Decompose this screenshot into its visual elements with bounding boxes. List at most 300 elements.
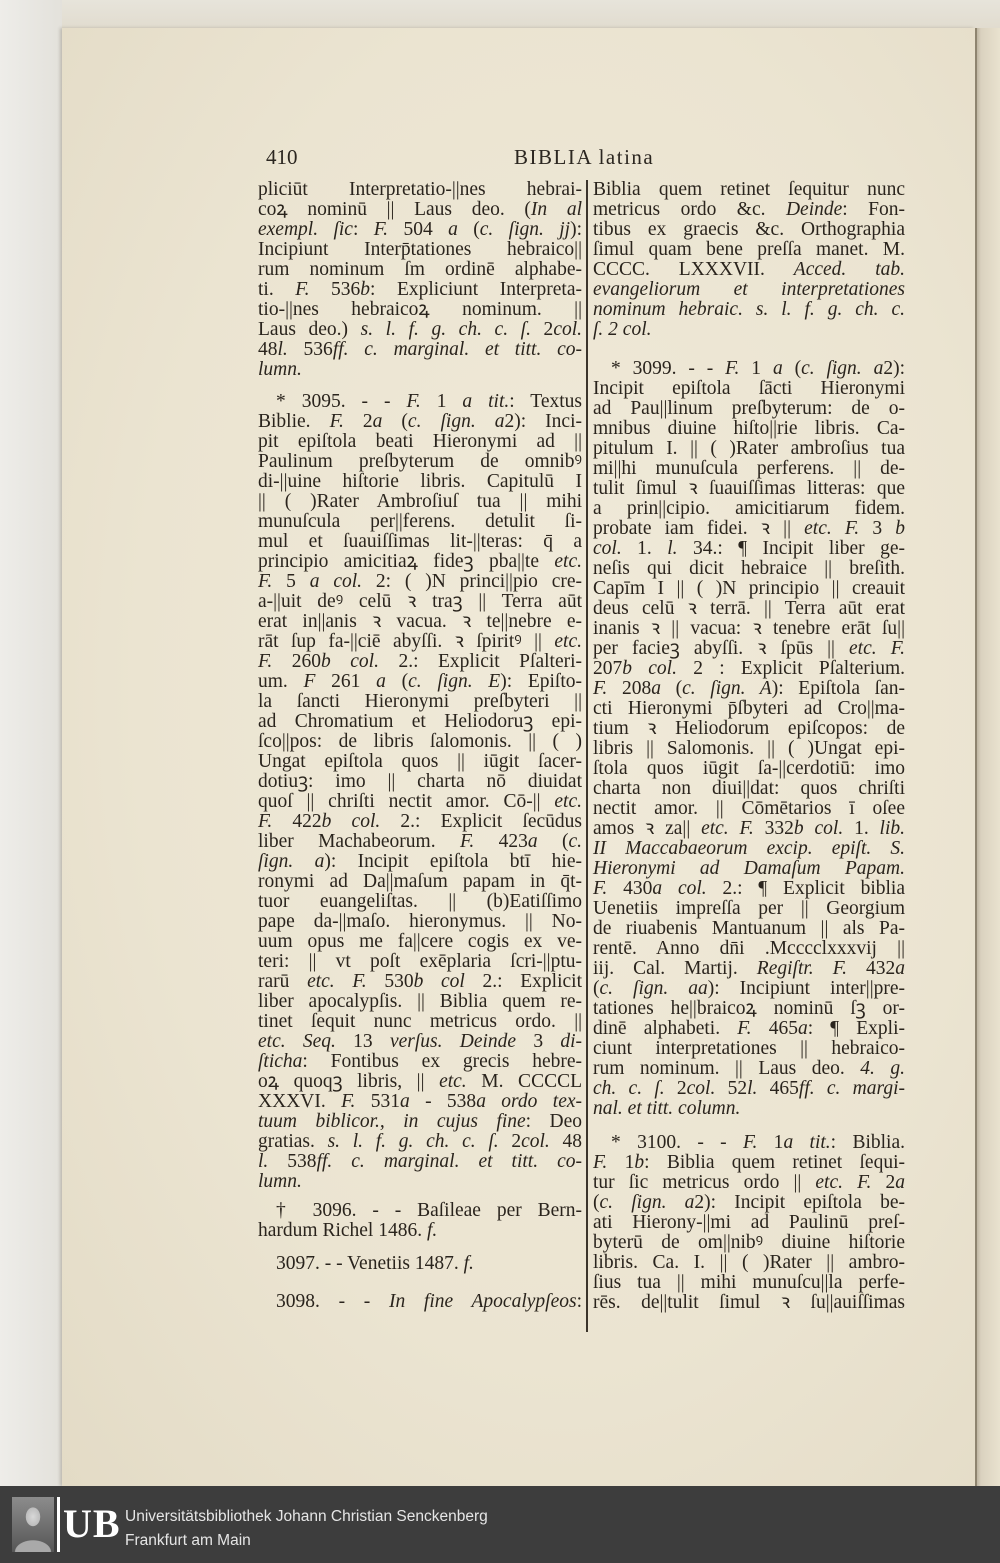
roman-text: 2: ( )N princi||pio cre- (362, 571, 583, 592)
text-line (593, 320, 905, 340)
roman-text: pape da-||maſo. hieronymus. || No- (258, 911, 582, 932)
roman-text: 1 (420, 391, 463, 412)
text-line (593, 419, 905, 439)
text-line (258, 1012, 582, 1032)
text-line (593, 459, 905, 479)
roman-text: hardum Richel 1486. (258, 1220, 427, 1241)
roman-text: * 3099. - - (611, 358, 726, 379)
italic-text: Deinde (785, 199, 843, 220)
text-line (258, 572, 582, 592)
roman-text: 261 (315, 671, 377, 692)
italic-text: a (399, 1091, 410, 1112)
roman-text: ad Chromatium et Heliodoruꝫ epi- (258, 711, 582, 732)
italic-text: b col. (622, 658, 677, 679)
roman-text: gratias. (258, 1131, 328, 1152)
roman-text: liber apocalypſis. || Biblia quem re- (258, 991, 582, 1012)
left-column (258, 0, 582, 1340)
text-line (258, 692, 582, 712)
text-line (593, 759, 905, 779)
roman-text: 1. (621, 538, 668, 559)
italic-text: l. (747, 1078, 758, 1099)
text-line (258, 280, 582, 300)
right-column (593, 0, 905, 1340)
roman-text: deus celū ꝛ terrā. || Terra aūt erat (593, 598, 905, 619)
roman-text: ſtola quos iūgit ſa-||cerdotiū: imo (593, 758, 905, 779)
text-line (258, 912, 582, 932)
text-line (593, 619, 905, 639)
italic-text: c. ſign. aa (599, 978, 708, 999)
roman-text: : Biblia quem retinet ſequi- (644, 1152, 906, 1173)
roman-text: munuſcula per||ferens. detulit ſi- (258, 511, 582, 532)
text-line (593, 479, 905, 499)
text-line (258, 632, 582, 652)
text-line (593, 679, 905, 699)
roman-text: cti Hieronymi p̄ſbyteri ad Cro||ma- (593, 698, 905, 719)
text-line (593, 1099, 905, 1119)
italic-text: Acced. tab. (793, 259, 905, 280)
roman-text: ſco||pos: de libris ſalomonis. || ( ) (258, 731, 582, 752)
roman-text: 2 : Explicit Pſalterium. (676, 658, 905, 679)
italic-text: etc. (554, 631, 582, 652)
text-line (593, 379, 905, 399)
logo-text: UB (63, 1501, 121, 1546)
italic-text: a (376, 671, 386, 692)
italic-text: a (527, 831, 538, 852)
italic-text: lumn. (258, 1171, 302, 1192)
italic-text: etc. Seq. (258, 1031, 336, 1052)
roman-text: || ( )Rater Ambroſiuſ tua || mihi (258, 491, 582, 512)
italic-text: exempl. ſic (258, 219, 353, 240)
text-line (258, 1152, 582, 1172)
roman-text: liber Machabeorum. (258, 831, 460, 852)
italic-text: verſus. Deinde (389, 1031, 517, 1052)
text-line (258, 220, 582, 240)
text-line (258, 792, 582, 812)
italic-text: F. (329, 411, 344, 432)
text-line (593, 699, 905, 719)
roman-text: 1. (843, 818, 880, 839)
roman-text: 2): (883, 358, 905, 379)
roman-text: XXXVI. (258, 1091, 342, 1112)
text-line (258, 892, 582, 912)
roman-text: 2 (530, 319, 554, 340)
italic-text: col. (521, 1131, 550, 1152)
italic-text: a (772, 358, 783, 379)
text-line (593, 839, 905, 859)
text-line (593, 639, 905, 659)
text-line (258, 772, 582, 792)
text-line (593, 939, 905, 959)
roman-text: per facieꝫ abyſſi. ꝛ ſpūs || (593, 638, 850, 659)
roman-text: ): Epiſtola ſan- (771, 678, 905, 699)
text-line (258, 932, 582, 952)
italic-text: etc. F. (849, 638, 905, 659)
italic-text: a (895, 958, 906, 979)
italic-text: b col. (321, 811, 381, 832)
roman-text: Laus deo.) (258, 319, 361, 340)
entry-3098-continuation (593, 180, 905, 340)
roman-text: tium ꝛ Heliodorum epiſcopos: de (593, 718, 905, 739)
roman-text: Uenetiis impreſſa per || Georgium (593, 898, 905, 919)
italic-text: c. ſign. E (408, 671, 501, 692)
text-line (593, 719, 905, 739)
italic-text: a tit. (462, 391, 510, 412)
text-line (593, 1153, 905, 1173)
italic-text: b (895, 518, 905, 539)
text-line (593, 1039, 905, 1059)
roman-text: tuor euangeliſtas. || (b)Eatiſſimo (258, 891, 582, 912)
roman-text: 332 (753, 818, 794, 839)
text-line (258, 872, 582, 892)
roman-text: 13 (335, 1031, 390, 1052)
roman-text: ): (570, 219, 583, 240)
text-line (258, 200, 582, 220)
roman-text: 3097. - - Venetiis 1487. (276, 1253, 464, 1274)
italic-text: etc. F. (701, 818, 754, 839)
roman-text: probate iam fidei. ꝛ || (593, 518, 805, 539)
roman-text: 34.: ¶ Incipit liber ge- (677, 538, 905, 559)
library-logo[interactable] (12, 1497, 121, 1552)
roman-text: tur ſic metricus ordo || (593, 1172, 816, 1193)
text-line (593, 1059, 905, 1079)
roman-text: libris || Salomonis. || ( )Ungat epi- (593, 738, 905, 759)
roman-text: libris. Ca. I. || ( )Rater || ambro- (593, 1252, 905, 1273)
roman-text: ati Hierony-||mi ad Paulinū preſ- (593, 1212, 905, 1233)
italic-text: In al (530, 199, 582, 220)
text-line (258, 492, 582, 512)
roman-text: 1 (739, 358, 773, 379)
roman-text: metricus ordo &c. (593, 199, 786, 220)
roman-text: tibus ex graecis &c. Orthographia (593, 219, 905, 240)
italic-text: b (634, 1152, 645, 1173)
roman-text: ( (385, 671, 409, 692)
italic-text: col. (553, 319, 583, 340)
text-line (258, 320, 582, 340)
text-line (258, 732, 582, 752)
roman-text: Paulinum preſbyterum de omnibꝰ (258, 451, 582, 472)
italic-text: Hieronymi ad Damaſum Papam. (593, 858, 905, 879)
italic-text: l. (667, 538, 678, 559)
text-line (258, 552, 582, 572)
roman-text: * 3095. - - (276, 391, 407, 412)
italic-text: etc. F. (815, 1172, 872, 1193)
roman-text: Ungat epiſtola quos || iūgit ſacer- (258, 751, 582, 772)
roman-text: 2 (343, 411, 373, 432)
italic-text: F. (593, 878, 608, 899)
text-line (593, 1213, 905, 1233)
roman-text: 430 (607, 878, 653, 899)
italic-text: c. ſign. a (407, 411, 505, 432)
roman-text: tationes he||braicoꝝ nominū ſꝫ or- (593, 998, 905, 1019)
italic-text: b col (413, 971, 465, 992)
italic-text: etc. F. (804, 518, 860, 539)
roman-text: CCCC. LXXXVII. (593, 259, 794, 280)
text-line (593, 999, 905, 1019)
text-line (593, 1019, 905, 1039)
roman-text: di-||uine hiſtorie libris. Capitulū I (258, 471, 582, 492)
text-line (593, 300, 905, 320)
text-line (258, 1132, 582, 1152)
roman-text: 422 (272, 811, 322, 832)
text-line (593, 859, 905, 879)
roman-text: amos ꝛ za|| (593, 818, 702, 839)
text-line (593, 200, 905, 220)
text-line (258, 1254, 582, 1274)
italic-text: F. (406, 391, 421, 412)
text-line (593, 559, 905, 579)
roman-text: dotiuꝫ: imo || charta nō diuidat (258, 771, 582, 792)
entry-3097 (258, 1254, 582, 1274)
italic-text: nal. et titt. column. (593, 1098, 741, 1119)
roman-text: tulit ſimul ꝛ ſuauiſſimas litteras: que (593, 478, 905, 499)
roman-text: ( (457, 219, 480, 240)
roman-text: ( (537, 831, 569, 852)
text-line (593, 1293, 905, 1313)
text-line (593, 739, 905, 759)
italic-text: l. (277, 339, 288, 360)
italic-text: etc. F. (307, 971, 367, 992)
roman-text: 3 (516, 1031, 561, 1052)
text-line (593, 240, 905, 260)
text-line (258, 852, 582, 872)
roman-text: ): Epiſto- (500, 671, 583, 692)
text-line (258, 260, 582, 280)
italic-text: a (895, 1172, 905, 1193)
text-line (258, 812, 582, 832)
library-footer-bar (0, 1486, 1000, 1563)
italic-text: di- (560, 1031, 582, 1052)
italic-text: In fine Apocalypſeos (388, 1291, 577, 1312)
text-line (258, 512, 582, 532)
roman-text: la ſancti Hieronymi preſbyteri || (258, 691, 582, 712)
italic-text: a (797, 1018, 808, 1039)
italic-text: ſticha (258, 1051, 303, 1072)
text-line (593, 1173, 905, 1193)
text-line (258, 360, 582, 380)
roman-text: Capīm I || ( )N principio || creauit (593, 578, 905, 599)
text-line (258, 832, 582, 852)
text-line (593, 659, 905, 679)
text-line (258, 752, 582, 772)
italic-text: F. (725, 358, 740, 379)
roman-text: ti. (258, 279, 296, 300)
italic-text: f. (463, 1253, 474, 1274)
roman-text: † 3096. - - Baſileae per Bern- (276, 1200, 582, 1221)
italic-text: ch. c. ſ. (593, 1078, 665, 1099)
italic-text: l. (258, 1151, 269, 1172)
italic-text: c. ſign. a (801, 358, 884, 379)
roman-text: rum nominum. || Laus deo. (593, 1058, 861, 1079)
italic-text: c. (568, 831, 583, 852)
roman-text: 2 (498, 1131, 522, 1152)
italic-text: b col. (793, 818, 844, 839)
roman-text: : Textus (509, 391, 582, 412)
italic-text: F. (593, 678, 608, 699)
roman-text: ciunt interpretationes || hebraico- (593, 1038, 905, 1059)
text-line (593, 439, 905, 459)
text-line (258, 672, 582, 692)
entry-3099 (593, 359, 905, 1119)
roman-text: tio-||nes hebraicoꝝ nominum. || (258, 299, 582, 320)
text-line (258, 1221, 582, 1241)
text-line (593, 1233, 905, 1253)
italic-text: a tit. (783, 1132, 831, 1153)
roman-text: : (576, 1291, 582, 1312)
italic-text: F. (258, 811, 273, 832)
text-line (593, 539, 905, 559)
adjacent-page-edge (977, 28, 1000, 1486)
roman-text: M. CCCCL (466, 1071, 582, 1092)
text-line (258, 300, 582, 320)
italic-text: a (372, 411, 383, 432)
roman-text: neſis qui dicit hebraice || breſith. (593, 558, 905, 579)
text-line (258, 412, 582, 432)
text-line (593, 799, 905, 819)
roman-text: pitulum I. || ( )Rater ambroſius tua (593, 438, 905, 459)
entry-3100 (593, 1133, 905, 1313)
italic-text: b col. (321, 651, 379, 672)
roman-text: 1 (757, 1132, 784, 1153)
roman-text: 260 (272, 651, 322, 672)
roman-text: um. (258, 671, 304, 692)
text-line (258, 432, 582, 452)
italic-text: F. (373, 219, 389, 240)
text-line (258, 1112, 582, 1132)
text-line (258, 1201, 582, 1221)
roman-text: principio amicitiaꝝ fideꝫ pba||te (258, 551, 555, 572)
italic-text: F. (593, 1152, 608, 1173)
italic-text: etc. (554, 791, 582, 812)
text-line (258, 532, 582, 552)
text-line (258, 1172, 582, 1192)
italic-text: a ordo tex- (476, 1091, 582, 1112)
roman-text: 3 (859, 518, 896, 539)
roman-text: Incipiunt Interp̄tationes hebraico|| (258, 239, 582, 260)
roman-text: uum opus me fa||cere cogis ex ve- (258, 931, 582, 952)
italic-text: a col. (652, 878, 707, 899)
institution-name: Universitätsbibliothek Johann Christian Senckenberg (125, 1508, 488, 1525)
page-number: 410 (266, 145, 298, 169)
running-title: BIBLIA latina (514, 145, 655, 169)
text-line (258, 952, 582, 972)
column-divider (586, 180, 588, 1332)
text-line (258, 992, 582, 1012)
text-line (593, 899, 905, 919)
roman-text: byterū de om||nibꝰ diuine hiſtorie (593, 1232, 905, 1253)
italic-text: ff. c. marginal. et titt. co- (316, 1151, 583, 1172)
roman-text: nectit amor. || Cōmētarios ī oſee (593, 798, 905, 819)
text-line (593, 959, 905, 979)
roman-text: dinē alphabeti. (593, 1018, 738, 1039)
text-line (593, 819, 905, 839)
text-line (258, 592, 582, 612)
italic-text: ff. c. margi- (798, 1078, 906, 1099)
roman-text: ( (660, 678, 683, 699)
italic-text: s. l. f. g. ch. c. ſ. (327, 1131, 499, 1152)
text-line (258, 612, 582, 632)
text-line (593, 1253, 905, 1273)
roman-text: mi||hi munuſcula perferens. || de- (593, 458, 905, 479)
roman-text: Biblie. (258, 411, 330, 432)
text-line (593, 220, 905, 240)
italic-text: a col. (309, 571, 363, 592)
roman-text: 538 (268, 1151, 317, 1172)
italic-text: a (651, 678, 661, 699)
roman-text: ronymi ad Da||maſum papam in q̄t- (258, 871, 582, 892)
roman-text: 48 (549, 1131, 583, 1152)
roman-text: 536 (287, 339, 333, 360)
roman-text: 536 (309, 279, 361, 300)
roman-text: 52 (715, 1078, 748, 1099)
roman-text: quoſ || chriſti nectit amor. Cō-|| (258, 791, 555, 812)
italic-text: F. (295, 279, 310, 300)
text-line (258, 1052, 582, 1072)
roman-text: Incipit epiſtola ſācti Hieronymi (593, 378, 905, 399)
italic-text: b (360, 279, 371, 300)
roman-text: rentē. Anno dn̄i .Mcccclxxxvij || (593, 938, 905, 959)
text-line (258, 1032, 582, 1052)
roman-text: erat in||anis ꝛ vacua. ꝛ te||nebre e- (258, 611, 582, 632)
text-line (258, 452, 582, 472)
text-line (593, 579, 905, 599)
italic-text: lib. (879, 818, 906, 839)
italic-text: F. (258, 651, 273, 672)
logo-divider (57, 1497, 60, 1552)
text-line (258, 340, 582, 360)
italic-text: tuum biblicor., in cujus fine (258, 1111, 526, 1132)
roman-text: ): Incipit epiſtola btī hie- (324, 851, 582, 872)
italic-text: F. (341, 1091, 356, 1112)
roman-text: teri: || vt poſt exēplaria ſcri-||ptu- (258, 951, 582, 972)
roman-text: pit epiſtola beati Hieronymi ad || (258, 431, 582, 452)
roman-text: 5 (272, 571, 310, 592)
roman-text: 530 (366, 971, 414, 992)
roman-text: 3098. - - (276, 1291, 389, 1312)
text-line (258, 472, 582, 492)
roman-text: inanis ꝛ || vacua: ꝛ tenebre erāt ſu|| (593, 618, 905, 639)
entry-3096 (258, 1201, 582, 1241)
italic-text: c. ſign. a (599, 1192, 695, 1213)
roman-text: ( (382, 411, 408, 432)
roman-text: charta non diui||dat: quos chriſti (593, 778, 905, 799)
italic-text: c. ſign. A (682, 678, 772, 699)
entry-continuation (258, 180, 582, 380)
roman-text: de riuabenis Mantuanum || als Pa- (593, 918, 905, 939)
text-line (258, 180, 582, 200)
roman-text: ſius tua || mihi munuſcu||la perfe- (593, 1272, 905, 1293)
roman-text: coꝝ nominū || Laus deo. ( (258, 199, 531, 220)
roman-text: 2): Inci- (504, 411, 582, 432)
roman-text: : Fontibus ex grecis hebre- (302, 1051, 582, 1072)
roman-text: mnibus diuine hiſto||rie libris. Ca- (593, 418, 905, 439)
italic-text: etc. (439, 1071, 467, 1092)
text-line (593, 979, 905, 999)
institution-city: Frankfurt am Main (125, 1532, 251, 1549)
roman-text: : Biblia. (830, 1132, 905, 1153)
roman-text: 207 (593, 658, 623, 679)
roman-text: : Fon- (842, 199, 905, 220)
italic-text: 4. g. (860, 1058, 905, 1079)
text-line (593, 599, 905, 619)
italic-text: f. (426, 1220, 438, 1241)
roman-text: rēs. de||tulit ſimul ꝛ ſu||auiſſimas (593, 1292, 905, 1313)
text-line (258, 240, 582, 260)
roman-text: 2.: Explicit (464, 971, 582, 992)
roman-text: 2): Incipit epiſtola be- (694, 1192, 905, 1213)
italic-text: ſ. 2 col. (593, 319, 652, 340)
italic-text: II Maccabaeorum excip. epiſt. S. (593, 838, 905, 859)
roman-text: a prin||cipio. amicitiarum fidem. (593, 498, 905, 519)
